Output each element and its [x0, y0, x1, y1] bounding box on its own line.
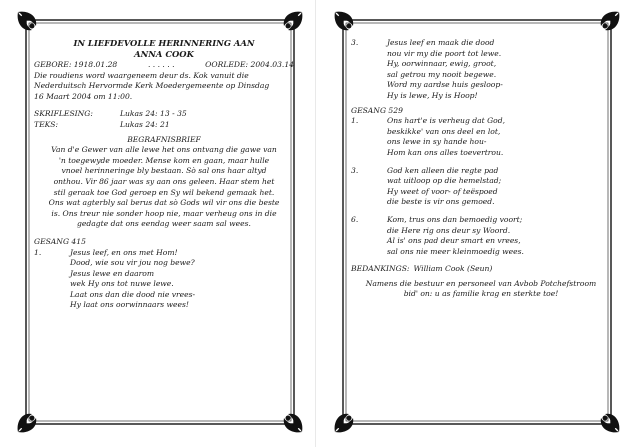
- eulogy-line: gedagte dat ons eendag weer saam sal wees.: [77, 219, 251, 229]
- hymn-line: Dood, wie sou vir jou nog bewe?: [70, 258, 195, 268]
- hymn-line: Jesus lewe en daarom: [70, 268, 155, 278]
- hymn-line: sal ons nie meer kleinmoedig wees.: [387, 246, 524, 256]
- hymn-line: God ken alleen die regte pad: [387, 165, 499, 175]
- hymn-line: beskikke' van ons deel en lot,: [387, 126, 501, 136]
- corner-ornament-icon: [335, 414, 354, 433]
- thanks-label: BEDANKINGS:: [351, 264, 410, 274]
- service-line: Nederduitsch Hervormde Kerk Moedergemeente op Dinsdag: [34, 81, 270, 91]
- hymn-line: Kom, trus ons dan bemoedig voort;: [387, 214, 523, 224]
- death-date: OORLEDE: 2004.03.14: [205, 60, 294, 69]
- verse-number: 1.: [34, 247, 42, 257]
- hymn-verse: [351, 215, 611, 257]
- text-reading: [34, 120, 294, 131]
- hymn-verse: [351, 116, 611, 158]
- right-page-content: [351, 38, 611, 408]
- scripture-value: Lukas 24: 13 - 35: [120, 109, 187, 119]
- memorial-title: IN LIEFDEVOLLE HERINNERING AAN: [73, 38, 255, 48]
- service-line: 16 Maart 2004 om 11:00.: [34, 91, 133, 101]
- right-page: [329, 6, 625, 438]
- closing-line: Namens die bestuur en personeel van Avbob Potchefstroom: [365, 278, 597, 288]
- verse-number: 6.: [351, 214, 359, 224]
- verse-number: 3.: [351, 165, 359, 175]
- eulogy-line: Van d'e Gewer van alle lewe het ons ontvang die gawe van: [51, 145, 277, 155]
- eulogy-line: 'n toegewyde moeder. Mense kom en gaan, maar hulle: [58, 155, 270, 165]
- hymn-line: Laat ons dan die dood nie vrees-: [70, 289, 196, 299]
- hymn-line: Hy is lewe, Hy is Hoop!: [387, 90, 478, 100]
- eulogy-line: is. Ons treur nie sonder hoop nie, maar verheug ons in die: [51, 208, 277, 218]
- corner-ornament-icon: [284, 12, 303, 31]
- verse-number: 1.: [351, 116, 359, 126]
- hymn-line: Al is' ons pad deur smart en vrees,: [387, 236, 521, 246]
- hymn-verse: [34, 248, 294, 312]
- corner-ornament-icon: [601, 12, 620, 31]
- hymn-heading: GESANG 415: [34, 236, 86, 246]
- hymn-verse: [351, 38, 611, 102]
- hymn-line: die Here rig ons deur sy Woord.: [387, 225, 511, 235]
- page-fold: [315, 0, 316, 447]
- eulogy-line: stil geraak toe God geroep en Sy wil bekend gemaak het.: [53, 187, 275, 197]
- hymn-line: Hy, oorwinnaar, ewig, groot,: [387, 59, 497, 69]
- birth-date: GEBORE: 1918.01.28: [34, 60, 118, 69]
- hymn-line: wat uitloop op die hemelstad;: [387, 176, 502, 186]
- acknowledgements: [351, 264, 611, 275]
- eulogy-heading: BEGRAFNISBRIEF: [127, 134, 201, 144]
- thanks-value: William Cook (Seun): [413, 264, 493, 274]
- hymn-line: Hom kan ons alles toevertrou.: [387, 147, 504, 157]
- hymn-line: ons lewe in sy hande hou-: [387, 137, 487, 147]
- eulogy-line: onthou. Vir 86 jaar was sy aan ons geleen. Haar stem het: [53, 176, 275, 186]
- left-page-content: [34, 38, 294, 408]
- hymn-heading: GESANG 529: [351, 105, 403, 115]
- deceased-name: ANNA COOK: [134, 49, 194, 59]
- hymn-line: Word my aardse huis gesloop-: [387, 80, 503, 90]
- service-line: Die roudiens word waargeneem deur ds. Kok vanuit die: [34, 70, 249, 80]
- hymn-line: Hy laat ons oorwinnaars wees!: [70, 300, 189, 310]
- hymn-line: Ons hart'e is verheug dat God,: [387, 116, 505, 126]
- verse-number: 3.: [351, 38, 359, 47]
- hymn-verse: [351, 166, 611, 208]
- hymn-line: Jesus leef en maak die dood: [387, 38, 495, 47]
- hymn-line: Jesus leef, en ons met Hom!: [70, 247, 178, 257]
- corner-ornament-icon: [284, 414, 303, 433]
- text-value: Lukas 24: 21: [120, 119, 170, 129]
- text-label: TEKS:: [34, 119, 59, 129]
- left-page: [12, 6, 308, 438]
- eulogy-line: vnoel herinneringe bly bestaan. Sò sal ons haar altyd: [61, 166, 267, 176]
- date-separator: . . . . . .: [147, 60, 175, 69]
- corner-ornament-icon: [601, 414, 620, 433]
- hymn-line: wek Hy ons tot nuwe lewe.: [70, 279, 174, 289]
- hymn-line: Hy weet of voor- of teëspoed: [387, 186, 498, 196]
- corner-ornament-icon: [18, 12, 37, 31]
- life-dates: [34, 60, 294, 71]
- eulogy-line: Ons wat agterbly sal berus dat sò Gods wil vir ons die beste: [48, 198, 280, 208]
- scripture-label: SKRIFLESING:: [34, 109, 93, 119]
- hymn-line: nou vir my die poort tot lewe.: [387, 48, 502, 58]
- scripture-reading: [34, 109, 294, 120]
- hymn-line: sal getrou my nooit begewe.: [387, 69, 497, 79]
- corner-ornament-icon: [335, 12, 354, 31]
- corner-ornament-icon: [18, 414, 37, 433]
- closing-line: bid' on: u as familie krag en sterkte toe!: [403, 289, 559, 299]
- hymn-line: die beste is vir ons gemoed.: [387, 197, 495, 207]
